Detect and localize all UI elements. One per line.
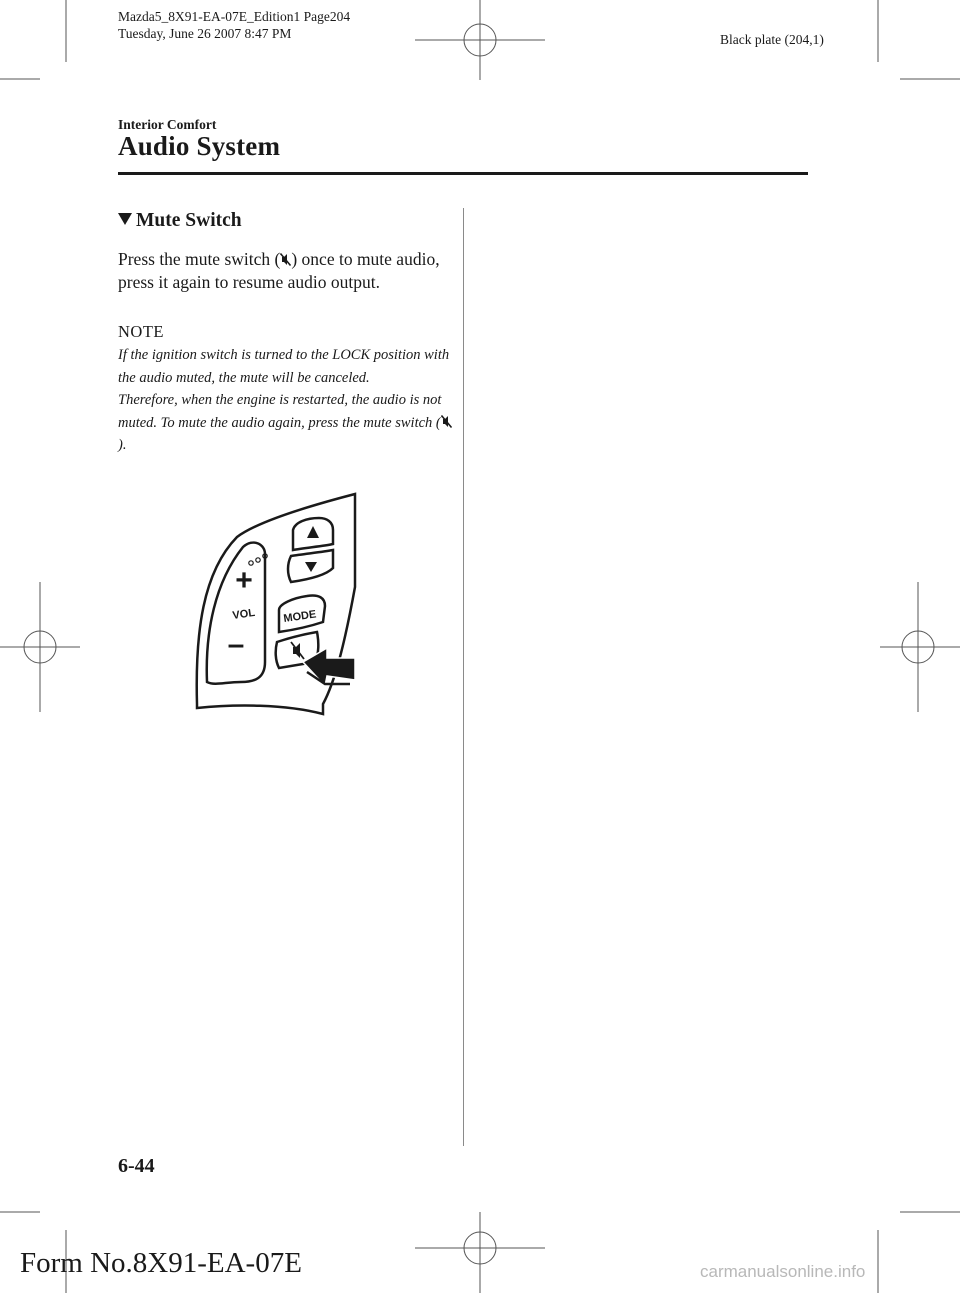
mute-icon xyxy=(441,415,452,428)
volume-minus-label: – xyxy=(227,628,245,661)
title-rule xyxy=(118,172,808,175)
mode-label: MODE xyxy=(282,608,318,625)
note-text xyxy=(118,344,453,457)
watermark: carmanualsonline.info xyxy=(700,1262,866,1281)
body-paragraph xyxy=(118,248,448,294)
body-text-after: ) once to mute audio, press it again to resume audio output. xyxy=(118,249,440,292)
print-header-meta xyxy=(118,8,350,42)
page-title: Audio System xyxy=(118,131,281,161)
note-line1: If the ignition switch is turned to the LOCK position with the audio muted, the mute will be canceled. xyxy=(118,347,450,386)
steering-switch-illustration xyxy=(195,492,365,717)
print-header-line1: Mazda5_8X91-EA-07E_Edition1 Page204 xyxy=(118,9,351,24)
heading-text: Mute Switch xyxy=(136,210,242,231)
note-text-before: Therefore, when the engine is restarted, the audio is not muted. To mute the audio again, press the mute switch ( xyxy=(118,392,442,431)
column-divider xyxy=(463,208,464,1146)
form-number: Form No.8X91-EA-07E xyxy=(20,1247,302,1279)
section-heading xyxy=(118,210,242,232)
note-text-after: ). xyxy=(118,437,127,453)
volume-label: VOL xyxy=(231,606,256,622)
down-triangle-icon xyxy=(118,213,132,225)
volume-plus-label: + xyxy=(235,564,253,597)
page-number: 6-44 xyxy=(118,1155,155,1177)
section-label: Interior Comfort xyxy=(118,117,217,132)
note-line2 xyxy=(118,389,453,457)
mute-icon xyxy=(280,253,291,266)
body-text-before: Press the mute switch ( xyxy=(118,249,281,269)
print-header-line2: Tuesday, June 26 2007 8:47 PM xyxy=(118,26,292,41)
print-header-plate: Black plate (204,1) xyxy=(720,32,824,47)
note-label: NOTE xyxy=(118,322,164,341)
